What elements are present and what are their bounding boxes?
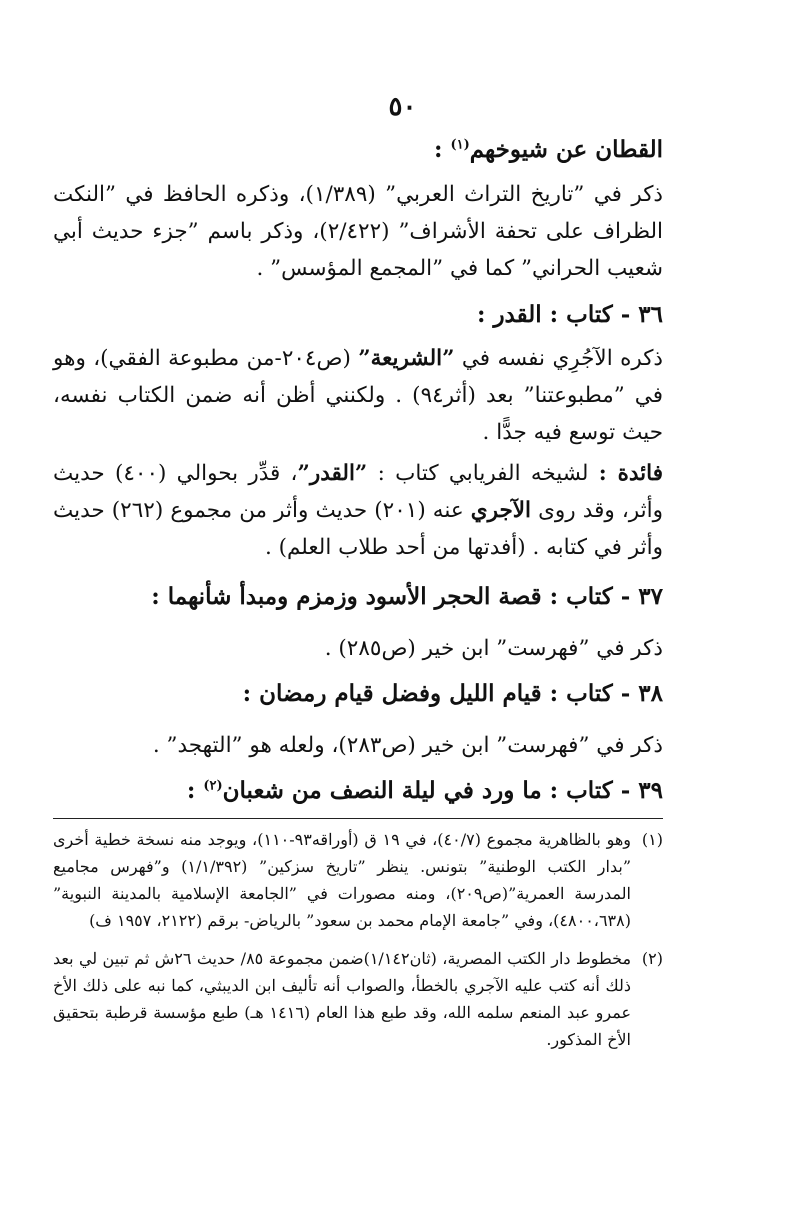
footnote-divider bbox=[53, 818, 663, 819]
page-number: ٥٠ bbox=[388, 92, 417, 122]
section-heading-37: ٣٧ - كتاب : قصة الحجر الأسود وزمزم ومبدأ شأنهما : bbox=[151, 583, 663, 610]
benefit-text-b: ، قدِّر بحوالي (٤٠٠) حديث وأثر، وقد روى bbox=[53, 461, 663, 523]
footnote-2-number: (٢) bbox=[641, 949, 663, 968]
paragraph-36-text-b: (ص٢٠٤-من مطبوعة الفقي)، وهو في ”مطبوعتنا” بعد (أثر٩٤) . ولكنني أظن أنه ضمن الكتاب نفسه، حيث توسع فيه جدًّا . bbox=[53, 346, 664, 445]
footnote-1-text: وهو بالظاهرية مجموع (٤٠/٧)، في ١٩ ق (أوراقه٩٣-١١٠)، ويوجد منه نسخة خطية أخرى ”بدار الكتب الوطنية” بتونس. ينظر ”تاريخ سزكين” (١/١/٣٩٢) و”فهرس مجاميع المدرسة العمرية”(ص٢٠٩)، ومنه مصورات في ”الجامعة الإسلامية بالمدينة النبوية” (٤٨٠٠،٦٣٨)، وفي ”جامعة الإمام محمد بن سعود” بالرياض- برقم (٢١٢٢، ١٩٥٧ ف) bbox=[53, 830, 632, 930]
footnote-2 bbox=[53, 945, 663, 1053]
section-heading-qattan bbox=[53, 133, 663, 167]
section-heading-36: ٣٦ - كتاب : القدر : bbox=[476, 301, 663, 328]
paragraph-36-text-a: ذكره الآجُرِي نفسه في bbox=[454, 346, 664, 371]
paragraph-38: ذكر في ”فهرست” ابن خير (ص٢٨٣)، ولعله هو ”التهجد” . bbox=[152, 733, 663, 758]
heading-39-colon: : bbox=[186, 777, 204, 804]
section-heading-39 bbox=[53, 774, 663, 808]
paragraph-36 bbox=[53, 340, 663, 451]
footnote-2-text: مخطوط دار الكتب المصرية، (ثان١/١٤٢)ضمن مجموعة ٨٥/ حديث ٢٦ش ثم تبين لي بعد ذلك أنه كتب عليه الآجري بالخطأ، والصواب أنه تأليف ابن الديبثي، كما نبه على ذلك الأخ عمرو عبد المنعم سلمه الله، وقد طبع هذا العام (١٤١٦ هـ) طبع مؤسسة قرطبة بتحقيق الأخ المذكور. bbox=[53, 949, 632, 1049]
sharia-title: ”الشريعة” bbox=[358, 346, 455, 371]
benefit-paragraph bbox=[53, 455, 663, 566]
ajurri-name: الآجري bbox=[470, 498, 531, 523]
footnote-marker-1: (١) bbox=[450, 137, 470, 153]
heading-39-text: ٣٩ - كتاب : ما ورد في ليلة النصف من شعبان bbox=[222, 777, 663, 804]
benefit-text-a: لشيخه الفريابي كتاب : bbox=[367, 461, 599, 486]
benefit-text-c: عنه (٢٠١) حديث وأثر من مجموع (٢٦٢) حديث وأثر في كتابه . (أفدتها من أحد طلاب العلم) . bbox=[53, 498, 663, 560]
paragraph-qattan: ذكر في ”تاريخ التراث العربي” (١/٣٨٩)، وذكره الحافظ في ”النكت الظراف على تحفة الأشراف” (٢/٤٢٢)، وذكر باسم ”جزء حديث أبي شعيب الحراني” كما في ”المجمع المؤسس” . bbox=[53, 182, 663, 281]
benefit-label: فائدة : bbox=[598, 461, 663, 486]
footnote-marker-2: (٢) bbox=[203, 778, 223, 794]
footnote-1-number: (١) bbox=[641, 830, 663, 849]
qadar-title: ”القدر” bbox=[297, 461, 368, 486]
heading-text: القطان عن شيوخهم bbox=[469, 136, 663, 163]
heading-colon: : bbox=[433, 136, 451, 163]
paragraph-37: ذكر في ”فهرست” ابن خير (ص٢٨٥) . bbox=[324, 636, 663, 661]
section-heading-38: ٣٨ - كتاب : قيام الليل وفضل قيام رمضان : bbox=[242, 680, 663, 707]
footnote-1 bbox=[53, 826, 663, 934]
